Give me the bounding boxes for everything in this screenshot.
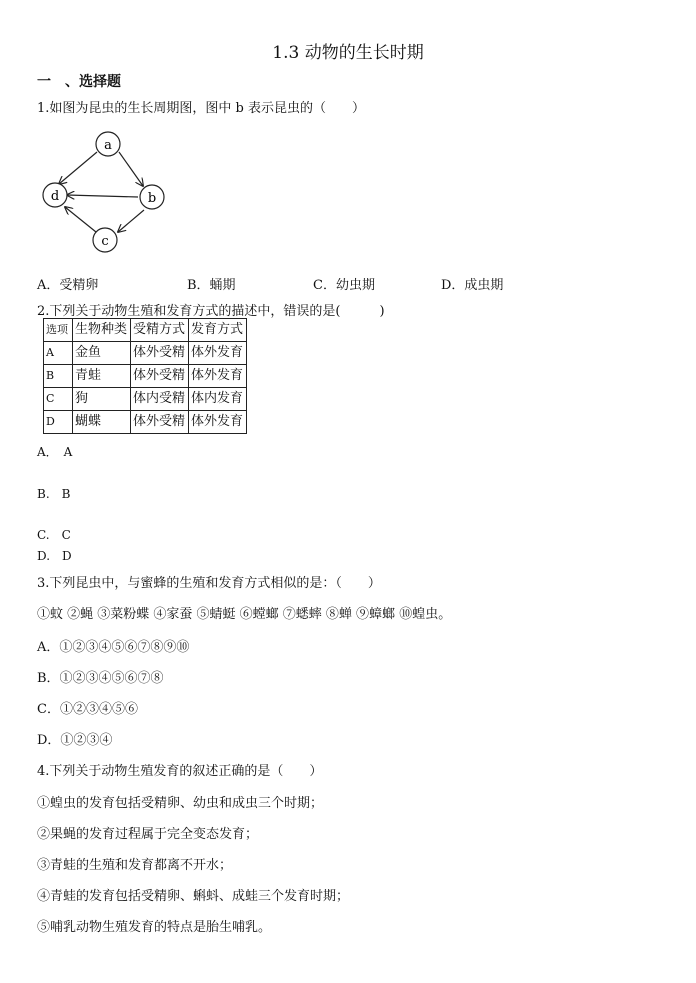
q3-option-d[interactable]: D．①②③④ (37, 733, 113, 748)
table-cell: 体内受精 (131, 388, 189, 411)
arrow-b-to-c (118, 210, 144, 232)
q1-option-d[interactable]: D．成虫期 (441, 278, 504, 293)
table-cell: C (44, 388, 73, 411)
q4-statement-5: ⑤哺乳动物生殖发育的特点是胎生哺乳。 (37, 920, 272, 935)
table-row (44, 411, 247, 434)
table-row (44, 388, 247, 411)
q2-option-b[interactable]: B. B (37, 487, 71, 501)
table-cell: 体内发育 (189, 388, 247, 411)
arrow-b-to-d (67, 195, 138, 197)
q2-option-c[interactable]: C. C (37, 528, 71, 542)
q4-statement-1: ①蝗虫的发育包括受精卵、幼虫和成虫三个时期； (37, 796, 324, 811)
table-cell: A (44, 342, 73, 365)
arrow-a-to-b (119, 152, 143, 186)
q2-option-d[interactable]: D. D (37, 549, 72, 563)
node-b-label: b (147, 191, 157, 206)
q4-stem: 4.下列关于动物生殖发育的叙述正确的是（ ） (37, 764, 323, 779)
table-cell: D (44, 411, 73, 434)
q3-option-c[interactable]: C．①②③④⑤⑥ (37, 702, 138, 717)
table-cell: 体外发育 (189, 342, 247, 365)
insect-life-cycle-diagram (38, 130, 178, 260)
table-cell: 体外受精 (131, 411, 189, 434)
q1-option-a[interactable]: A．受精卵 (37, 278, 99, 293)
table-header-row (44, 319, 247, 342)
q3-option-b[interactable]: B．①②③④⑤⑥⑦⑧ (37, 671, 164, 686)
table-cell: 体外受精 (131, 342, 189, 365)
table-cell: 青蛙 (73, 365, 131, 388)
section-heading: 一 、选择题 (37, 74, 121, 90)
table-cell: 体外受精 (131, 365, 189, 388)
q2-option-a[interactable]: A． A (37, 445, 73, 459)
q4-statement-3: ③青蛙的生殖和发育都离不开水； (37, 858, 233, 873)
node-d-label: d (50, 189, 60, 204)
q3-stem: 3.下列昆虫中，与蜜蜂的生殖和发育方式相似的是：（ ） (37, 576, 381, 591)
q1-option-c[interactable]: C．幼虫期 (313, 278, 375, 293)
table-cell: 体外发育 (189, 411, 247, 434)
page-title: 1.3 动物的生长时期 (272, 43, 424, 63)
table-cell: 狗 (73, 388, 131, 411)
table-header-cell: 选项 (44, 319, 73, 342)
node-c-label: c (101, 234, 109, 249)
node-a-label: a (104, 138, 112, 153)
table-header-cell: 发育方式 (189, 319, 247, 342)
arrow-c-to-d (65, 207, 96, 232)
table-cell: 金鱼 (73, 342, 131, 365)
q3-option-a[interactable]: A．①②③④⑤⑥⑦⑧⑨⑩ (37, 640, 190, 655)
q1-option-b[interactable]: B．蛹期 (187, 278, 236, 293)
q1-stem: 1.如图为昆虫的生长周期图，图中 b 表示昆虫的（ ） (37, 101, 365, 116)
q2-table (43, 318, 247, 434)
q4-statement-4: ④青蛙的发育包括受精卵、蝌蚪、成蛙三个发育时期； (37, 889, 350, 904)
table-cell: 体外发育 (189, 365, 247, 388)
table-cell: 蝴蝶 (73, 411, 131, 434)
q2-stem: 2.下列关于动物生殖和发育方式的描述中，错误的是( ) (37, 304, 385, 319)
table-header-cell: 生物种类 (73, 319, 131, 342)
arrow-a-to-d (59, 152, 97, 184)
q4-statement-2: ②果蝇的发育过程属于完全变态发育； (37, 827, 259, 842)
table-cell: B (44, 365, 73, 388)
table-row (44, 365, 247, 388)
table-row (44, 342, 247, 365)
table-header-cell: 受精方式 (131, 319, 189, 342)
q3-insect-list: ①蚊 ②蝇 ③菜粉蝶 ④家蚕 ⑤蜻蜓 ⑥螳螂 ⑦蟋蟀 ⑧蝉 ⑨蟑螂 ⑩蝗虫。 (37, 607, 452, 622)
